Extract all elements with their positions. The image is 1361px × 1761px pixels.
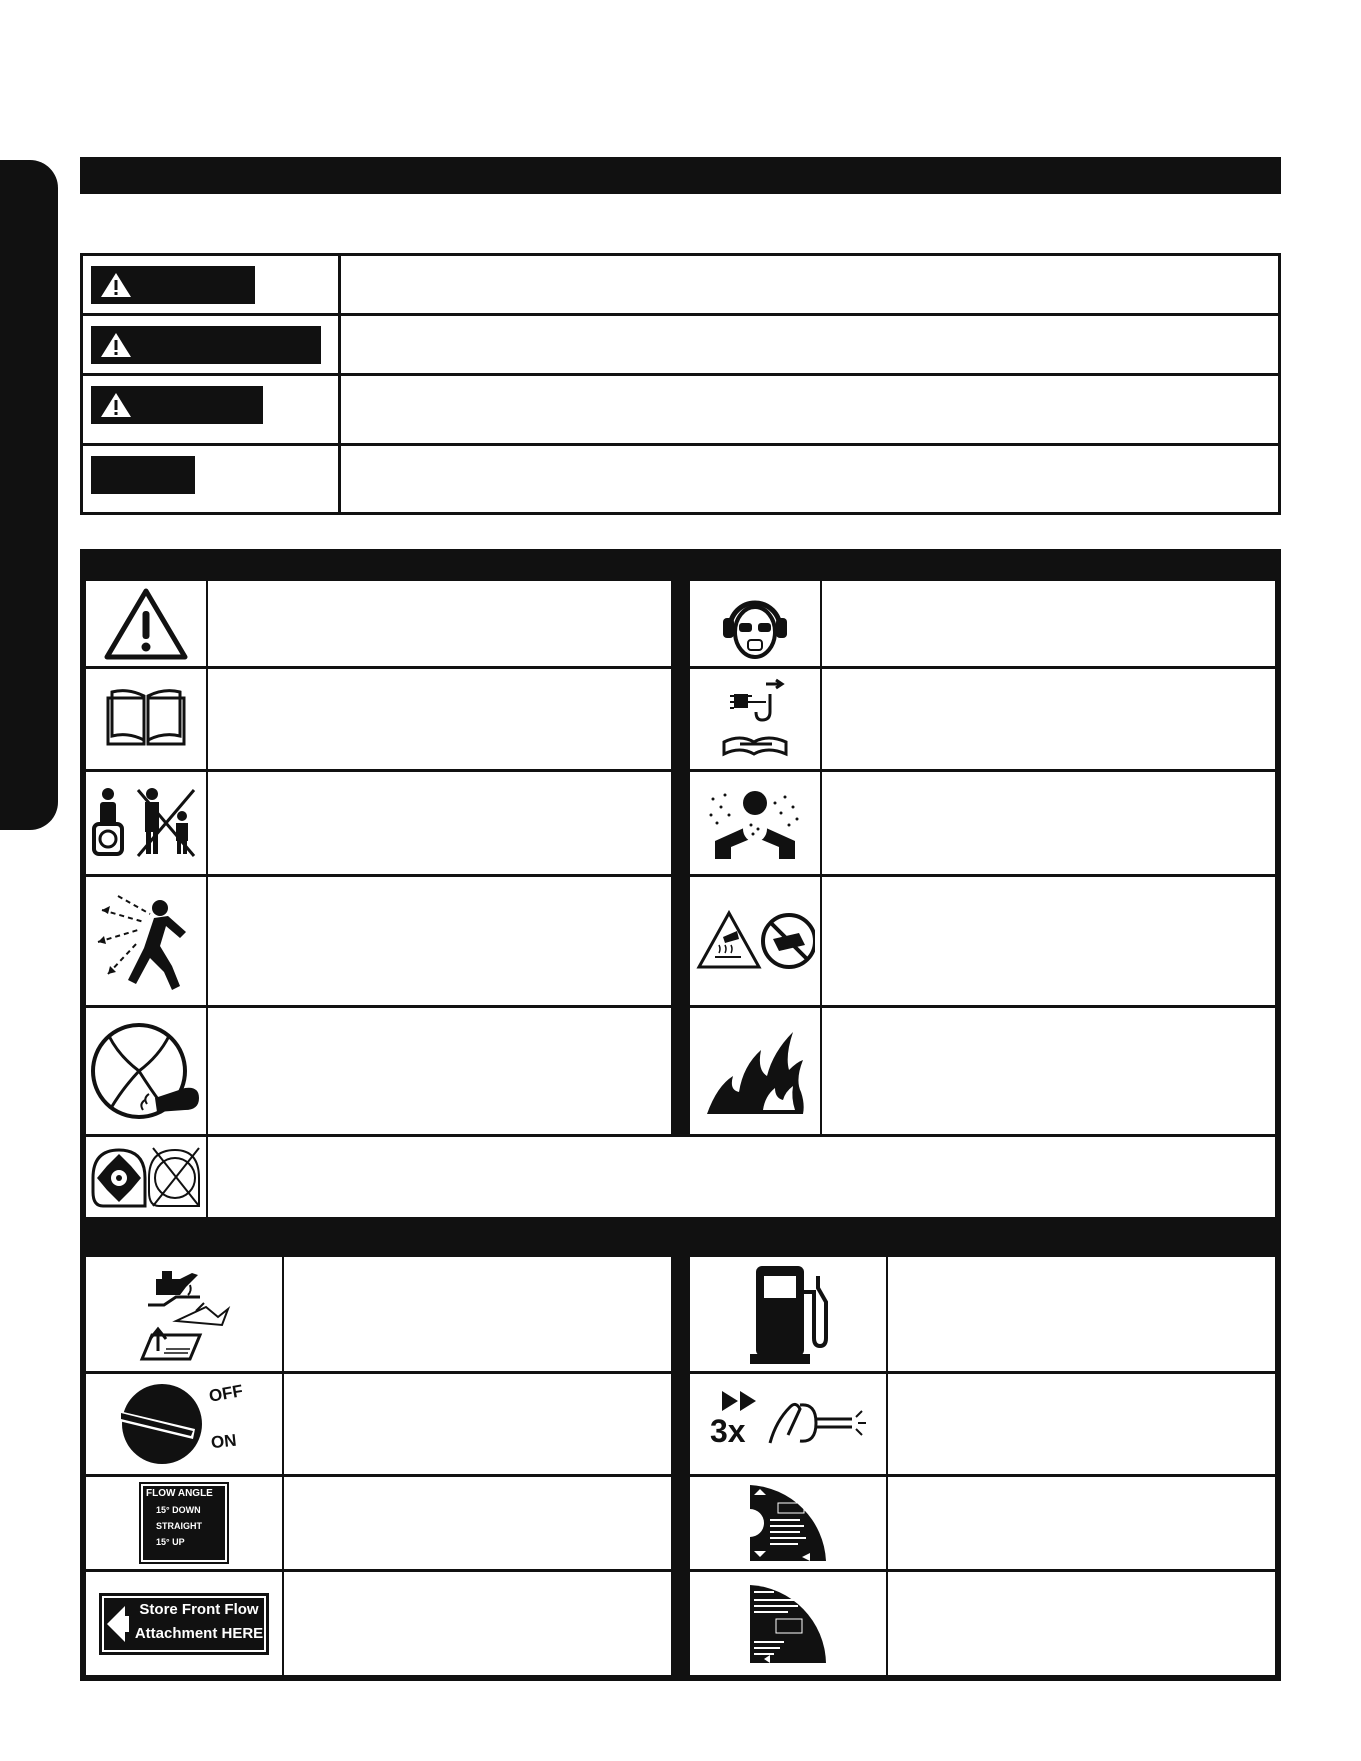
flow-angle-label-icon xyxy=(139,1482,229,1564)
toxic-fumes-icon xyxy=(703,785,807,861)
symbol-description xyxy=(830,877,1267,1005)
signal-word-badge xyxy=(91,326,321,364)
keep-bystanders-away-icon xyxy=(90,786,202,860)
oil-check-icon xyxy=(136,1265,232,1363)
symbol-cell-keep-bystanders-away xyxy=(86,772,671,874)
safety-symbols-section xyxy=(80,549,1281,1223)
label-description xyxy=(292,1374,663,1474)
label-cell-oil-check xyxy=(86,1257,671,1371)
symbol-cell-rotating-fan xyxy=(86,1008,671,1134)
arrow-left-icon xyxy=(107,1604,129,1644)
fire-icon xyxy=(703,1026,807,1116)
primer-count: 3x xyxy=(710,1413,746,1449)
symbols-heading xyxy=(80,549,1281,579)
store-label-line1: Store Front Flow xyxy=(139,1600,259,1618)
flow-angle-title: FLOW ANGLE xyxy=(146,1488,213,1499)
alert-triangle-icon xyxy=(99,331,133,359)
label-description xyxy=(896,1477,1267,1569)
switch-off-label: OFF xyxy=(207,1381,245,1406)
store-attachment-label-icon xyxy=(99,1593,269,1655)
primer-press-icon xyxy=(766,1395,876,1451)
signal-row-4 xyxy=(83,446,1278,512)
label-cell-primer xyxy=(690,1374,1275,1474)
labels-heading xyxy=(80,1222,1281,1255)
signal-word-badge xyxy=(91,266,255,304)
label-cell-fuel-pump xyxy=(690,1257,1275,1371)
label-cell-flow-angle xyxy=(86,1477,671,1569)
symbol-cell-hot-surface xyxy=(690,877,1275,1005)
symbol-description xyxy=(830,669,1267,769)
eye-ear-protection-icon xyxy=(718,588,792,660)
storage-label-disc-icon xyxy=(746,1581,830,1667)
symbol-cell-attachment-impeller xyxy=(86,1137,1275,1217)
symbol-cell-safety-alert xyxy=(86,581,671,666)
store-label-line2: Attachment HERE xyxy=(134,1624,264,1642)
label-description xyxy=(896,1374,1267,1474)
hot-surface-icon xyxy=(695,909,815,973)
label-description xyxy=(896,1572,1267,1675)
symbol-description xyxy=(830,581,1267,666)
symbol-description xyxy=(216,877,663,1005)
on-off-switch-graphic xyxy=(119,1378,249,1470)
on-off-switch-icon xyxy=(119,1381,205,1467)
section-header-bar xyxy=(80,157,1281,194)
signal-row-3 xyxy=(83,376,1278,446)
signal-word-badge xyxy=(91,456,195,494)
signal-word-meaning xyxy=(351,316,1268,373)
flow-angle-option: 15° UP xyxy=(156,1537,185,1547)
label-description xyxy=(292,1477,663,1569)
symbol-description xyxy=(830,1008,1267,1134)
signal-row-2 xyxy=(83,316,1278,376)
flow-angle-option: STRAIGHT xyxy=(156,1521,202,1531)
label-cell-storage-disc xyxy=(690,1572,1275,1675)
label-cell-store-attachment xyxy=(86,1572,671,1675)
symbol-cell-flying-debris xyxy=(86,877,671,1005)
attachment-label-disc-icon xyxy=(746,1481,830,1565)
symbol-description xyxy=(216,772,663,874)
attachment-impeller-icon xyxy=(89,1144,203,1210)
symbol-cell-disconnect-service xyxy=(690,669,1275,769)
symbol-cell-toxic-fumes xyxy=(690,772,1275,874)
symbol-cell-read-manual xyxy=(86,669,671,769)
signal-word-badge xyxy=(91,386,263,424)
flying-debris-icon xyxy=(94,886,198,996)
switch-on-label: ON xyxy=(210,1430,238,1453)
signal-row-1 xyxy=(83,256,1278,316)
read-manual-icon xyxy=(104,688,188,750)
disconnect-service-icon xyxy=(720,678,790,760)
alert-triangle-icon xyxy=(99,271,133,299)
label-cell-on-off-switch xyxy=(86,1374,671,1474)
rotating-fan-icon xyxy=(89,1016,203,1126)
signal-word-meaning xyxy=(351,256,1268,313)
fuel-pump-icon xyxy=(748,1262,828,1366)
fast-forward-icon xyxy=(722,1391,758,1411)
section-side-tab xyxy=(0,160,58,830)
symbol-description xyxy=(216,1137,1267,1217)
alert-triangle-icon xyxy=(99,391,133,419)
flow-angle-option: 15° DOWN xyxy=(156,1505,201,1515)
label-description xyxy=(292,1257,663,1371)
symbol-description xyxy=(216,581,663,666)
signal-word-table xyxy=(80,253,1281,515)
label-description xyxy=(292,1572,663,1675)
symbol-description xyxy=(216,1008,663,1134)
safety-alert-icon xyxy=(103,587,189,661)
symbol-description xyxy=(216,669,663,769)
signal-word-meaning xyxy=(351,446,1268,512)
signal-word-meaning xyxy=(351,376,1268,443)
symbol-description xyxy=(830,772,1267,874)
product-labels-section xyxy=(80,1222,1281,1681)
label-cell-attachment-disc xyxy=(690,1477,1275,1569)
primer-graphic xyxy=(698,1389,878,1459)
label-description xyxy=(896,1257,1267,1371)
symbol-cell-fire xyxy=(690,1008,1275,1134)
symbol-cell-eye-ear-protection xyxy=(690,581,1275,666)
